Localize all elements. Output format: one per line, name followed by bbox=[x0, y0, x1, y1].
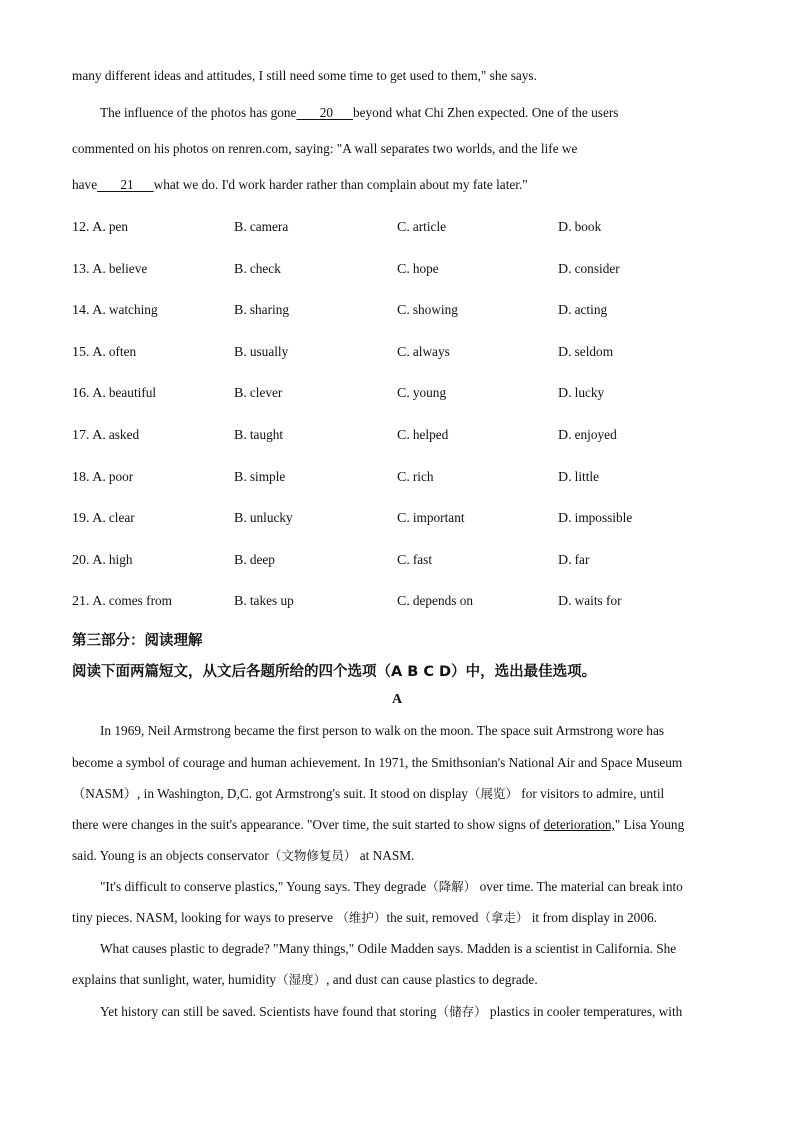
question-number: 17. bbox=[72, 428, 93, 443]
section-title: 第三部分：阅读理解 bbox=[72, 633, 203, 649]
option-text: hope bbox=[412, 260, 439, 276]
option-d bbox=[558, 552, 589, 569]
option-letter: B. bbox=[234, 469, 247, 485]
passage-a-line: Yet history can still be saved. Scientists have found that storing（储存） plastics in cooler temperatures, with bbox=[100, 1004, 683, 1019]
option-b bbox=[234, 593, 294, 610]
option-b bbox=[234, 552, 275, 569]
passage-text: have bbox=[72, 177, 98, 192]
option-b bbox=[234, 469, 285, 486]
option-a bbox=[72, 552, 133, 569]
underlined-word: deterioration, bbox=[543, 817, 615, 832]
option-letter: B. bbox=[234, 552, 247, 568]
option-d bbox=[558, 427, 617, 444]
option-d bbox=[558, 385, 604, 402]
passage-line-2 bbox=[100, 105, 618, 121]
option-text: depends on bbox=[412, 593, 474, 609]
option-letter: C. bbox=[397, 386, 410, 402]
option-text: usually bbox=[249, 343, 289, 359]
option-a bbox=[72, 344, 136, 361]
question-row bbox=[72, 552, 732, 570]
option-letter: B. bbox=[234, 386, 247, 402]
passage-a-line: said. Young is an objects conservator（文物修复员） at NASM. bbox=[72, 848, 415, 863]
option-text: lucky bbox=[574, 385, 605, 401]
option-letter: C. bbox=[397, 220, 410, 235]
option-a bbox=[72, 469, 133, 486]
option-letter: A. bbox=[92, 469, 106, 485]
option-text: showing bbox=[412, 302, 458, 318]
option-text: clear bbox=[108, 510, 135, 526]
question-row bbox=[72, 261, 732, 279]
option-letter: D. bbox=[558, 386, 572, 402]
option-c bbox=[397, 593, 473, 610]
option-text: unlucky bbox=[249, 510, 293, 526]
option-text: enjoyed bbox=[574, 427, 617, 442]
option-b bbox=[234, 261, 281, 278]
option-letter: C. bbox=[397, 303, 410, 319]
option-text: believe bbox=[108, 260, 148, 276]
question-number: 14. bbox=[72, 303, 93, 319]
option-letter: B. bbox=[234, 220, 247, 235]
passage-a-line: In 1969, Neil Armstrong became the first person to walk on the moon. The space suit Armstrong wore has bbox=[100, 723, 665, 738]
option-text: camera bbox=[249, 219, 289, 234]
option-letter: A. bbox=[92, 303, 106, 319]
question-row bbox=[72, 385, 732, 403]
option-letter: D. bbox=[558, 303, 572, 319]
question-row bbox=[72, 510, 732, 528]
option-text: always bbox=[412, 343, 450, 359]
question-number: 16. bbox=[72, 386, 93, 402]
option-text: fast bbox=[412, 551, 433, 567]
passage-text: what we do. I'd work harder rather than complain about my fate later." bbox=[153, 177, 528, 192]
option-letter: C. bbox=[397, 511, 410, 527]
option-text: comes from bbox=[108, 593, 173, 609]
option-a bbox=[72, 385, 156, 402]
option-b bbox=[234, 510, 293, 527]
option-text: check bbox=[249, 260, 281, 276]
option-letter: C. bbox=[397, 261, 410, 277]
question-row bbox=[72, 469, 732, 487]
question-row bbox=[72, 219, 732, 237]
option-text: seldom bbox=[574, 343, 614, 359]
option-text: pen bbox=[108, 219, 129, 234]
question-row bbox=[72, 302, 732, 320]
option-letter: A. bbox=[92, 344, 106, 360]
option-letter: B. bbox=[234, 261, 247, 277]
option-b bbox=[234, 219, 288, 236]
passage-a-line: "It's difficult to conserve plastics," Young says. They degrade（降解） over time. The material can break into bbox=[100, 879, 683, 894]
option-text: consider bbox=[574, 260, 620, 276]
option-d bbox=[558, 219, 601, 236]
option-letter: C. bbox=[397, 344, 410, 360]
option-text: important bbox=[412, 510, 465, 526]
option-text: little bbox=[574, 468, 599, 484]
option-b bbox=[234, 385, 282, 402]
option-c bbox=[397, 469, 434, 486]
option-text: far bbox=[574, 551, 590, 567]
passage-line-3: commented on his photos on renren.com, saying: "A wall separates two worlds, and the life we bbox=[72, 141, 578, 156]
option-c bbox=[397, 385, 446, 402]
passage-label: A bbox=[391, 692, 403, 707]
option-letter: C. bbox=[397, 594, 410, 610]
option-letter: A. bbox=[92, 386, 106, 402]
option-letter: D. bbox=[558, 552, 572, 568]
option-letter: D. bbox=[558, 469, 572, 485]
option-letter: A. bbox=[92, 594, 106, 610]
option-c bbox=[397, 219, 446, 236]
passage-a-line: What causes plastic to degrade? "Many things," Odile Madden says. Madden is a scientist in California. She bbox=[100, 941, 677, 956]
option-letter: C. bbox=[397, 469, 410, 485]
option-text: high bbox=[108, 551, 133, 567]
option-a bbox=[72, 219, 128, 236]
option-c bbox=[397, 261, 439, 278]
passage-a-line: become a symbol of courage and human achievement. In 1971, the Smithsonian's National Air and Space Museum bbox=[72, 755, 683, 770]
option-b bbox=[234, 344, 288, 361]
option-text: book bbox=[574, 219, 602, 234]
option-a bbox=[72, 427, 139, 444]
option-text: helped bbox=[412, 427, 449, 442]
option-text: deep bbox=[249, 551, 275, 567]
passage-text: beyond what Chi Zhen expected. One of the users bbox=[352, 105, 619, 120]
option-letter: B. bbox=[234, 344, 247, 360]
passage-a-line: there were changes in the suit's appearance. "Over time, the suit started to show signs of deterioration," Lisa Young bbox=[72, 817, 685, 832]
option-letter: B. bbox=[234, 303, 247, 319]
passage-line-1: many different ideas and attitudes, I still need some time to get used to them," she says. bbox=[72, 68, 537, 83]
option-letter: A. bbox=[92, 261, 106, 277]
option-d bbox=[558, 469, 599, 486]
option-text: taught bbox=[249, 427, 284, 442]
option-letter: B. bbox=[234, 511, 247, 527]
option-c bbox=[397, 302, 458, 319]
option-b bbox=[234, 427, 283, 444]
option-text: poor bbox=[108, 468, 134, 484]
option-letter: C. bbox=[397, 428, 410, 443]
option-text: takes up bbox=[249, 593, 294, 609]
option-c bbox=[397, 427, 448, 444]
option-text: young bbox=[412, 385, 447, 401]
option-a bbox=[72, 302, 158, 319]
question-row bbox=[72, 427, 732, 445]
option-text: watching bbox=[108, 302, 158, 318]
passage-text: The influence of the photos has gone bbox=[100, 105, 297, 120]
option-d bbox=[558, 510, 632, 527]
option-letter: D. bbox=[558, 428, 572, 443]
question-number: 18. bbox=[72, 469, 93, 485]
passage-line-4 bbox=[72, 177, 528, 193]
question-row bbox=[72, 593, 732, 611]
option-letter: A. bbox=[92, 552, 106, 568]
option-text: waits for bbox=[574, 593, 622, 609]
option-text: acting bbox=[574, 302, 608, 318]
option-letter: D. bbox=[558, 220, 572, 235]
section-instruction: 阅读下面两篇短文，从文后各题所给的四个选项（A B C D）中，选出最佳选项。 bbox=[72, 664, 597, 680]
question-number: 20. bbox=[72, 552, 93, 568]
blank-20: 20 bbox=[319, 105, 334, 120]
option-letter: D. bbox=[558, 261, 572, 277]
blank-21: 21 bbox=[120, 177, 134, 192]
option-letter: D. bbox=[558, 344, 572, 360]
option-a bbox=[72, 593, 172, 610]
option-text: article bbox=[412, 219, 447, 234]
option-text: clever bbox=[249, 385, 283, 401]
passage-a-line: （NASM）, in Washington, D,C. got Armstrong's suit. It stood on display（展览） for visitors to admire, until bbox=[72, 786, 665, 801]
option-letter: B. bbox=[234, 594, 247, 610]
option-text: impossible bbox=[574, 510, 633, 526]
question-number: 13. bbox=[72, 261, 93, 277]
option-d bbox=[558, 593, 622, 610]
option-text: simple bbox=[249, 468, 286, 484]
option-letter: A. bbox=[92, 220, 106, 235]
question-number: 15. bbox=[72, 344, 93, 360]
option-letter: A. bbox=[92, 428, 106, 443]
question-number: 21. bbox=[72, 594, 93, 610]
passage-a-line: tiny pieces. NASM, looking for ways to preserve （维护）the suit, removed（拿走） it from display in 2006. bbox=[72, 910, 657, 925]
option-text: asked bbox=[108, 427, 140, 442]
question-row bbox=[72, 344, 732, 362]
option-letter: A. bbox=[92, 511, 106, 527]
option-d bbox=[558, 261, 620, 278]
option-text: beautiful bbox=[108, 385, 157, 401]
option-letter: C. bbox=[397, 552, 410, 568]
question-number: 12. bbox=[72, 220, 93, 235]
option-d bbox=[558, 302, 607, 319]
option-c bbox=[397, 552, 432, 569]
option-a bbox=[72, 261, 147, 278]
option-letter: D. bbox=[558, 594, 572, 610]
option-b bbox=[234, 302, 289, 319]
option-text: often bbox=[108, 343, 137, 359]
question-number: 19. bbox=[72, 511, 93, 527]
option-text: sharing bbox=[249, 302, 289, 318]
option-letter: D. bbox=[558, 511, 572, 527]
passage-a-line: explains that sunlight, water, humidity（湿度）, and dust can cause plastics to degrade. bbox=[72, 972, 538, 987]
option-c bbox=[397, 344, 450, 361]
option-c bbox=[397, 510, 465, 527]
option-a bbox=[72, 510, 135, 527]
option-letter: B. bbox=[234, 428, 247, 443]
option-d bbox=[558, 344, 613, 361]
option-text: rich bbox=[412, 468, 434, 484]
